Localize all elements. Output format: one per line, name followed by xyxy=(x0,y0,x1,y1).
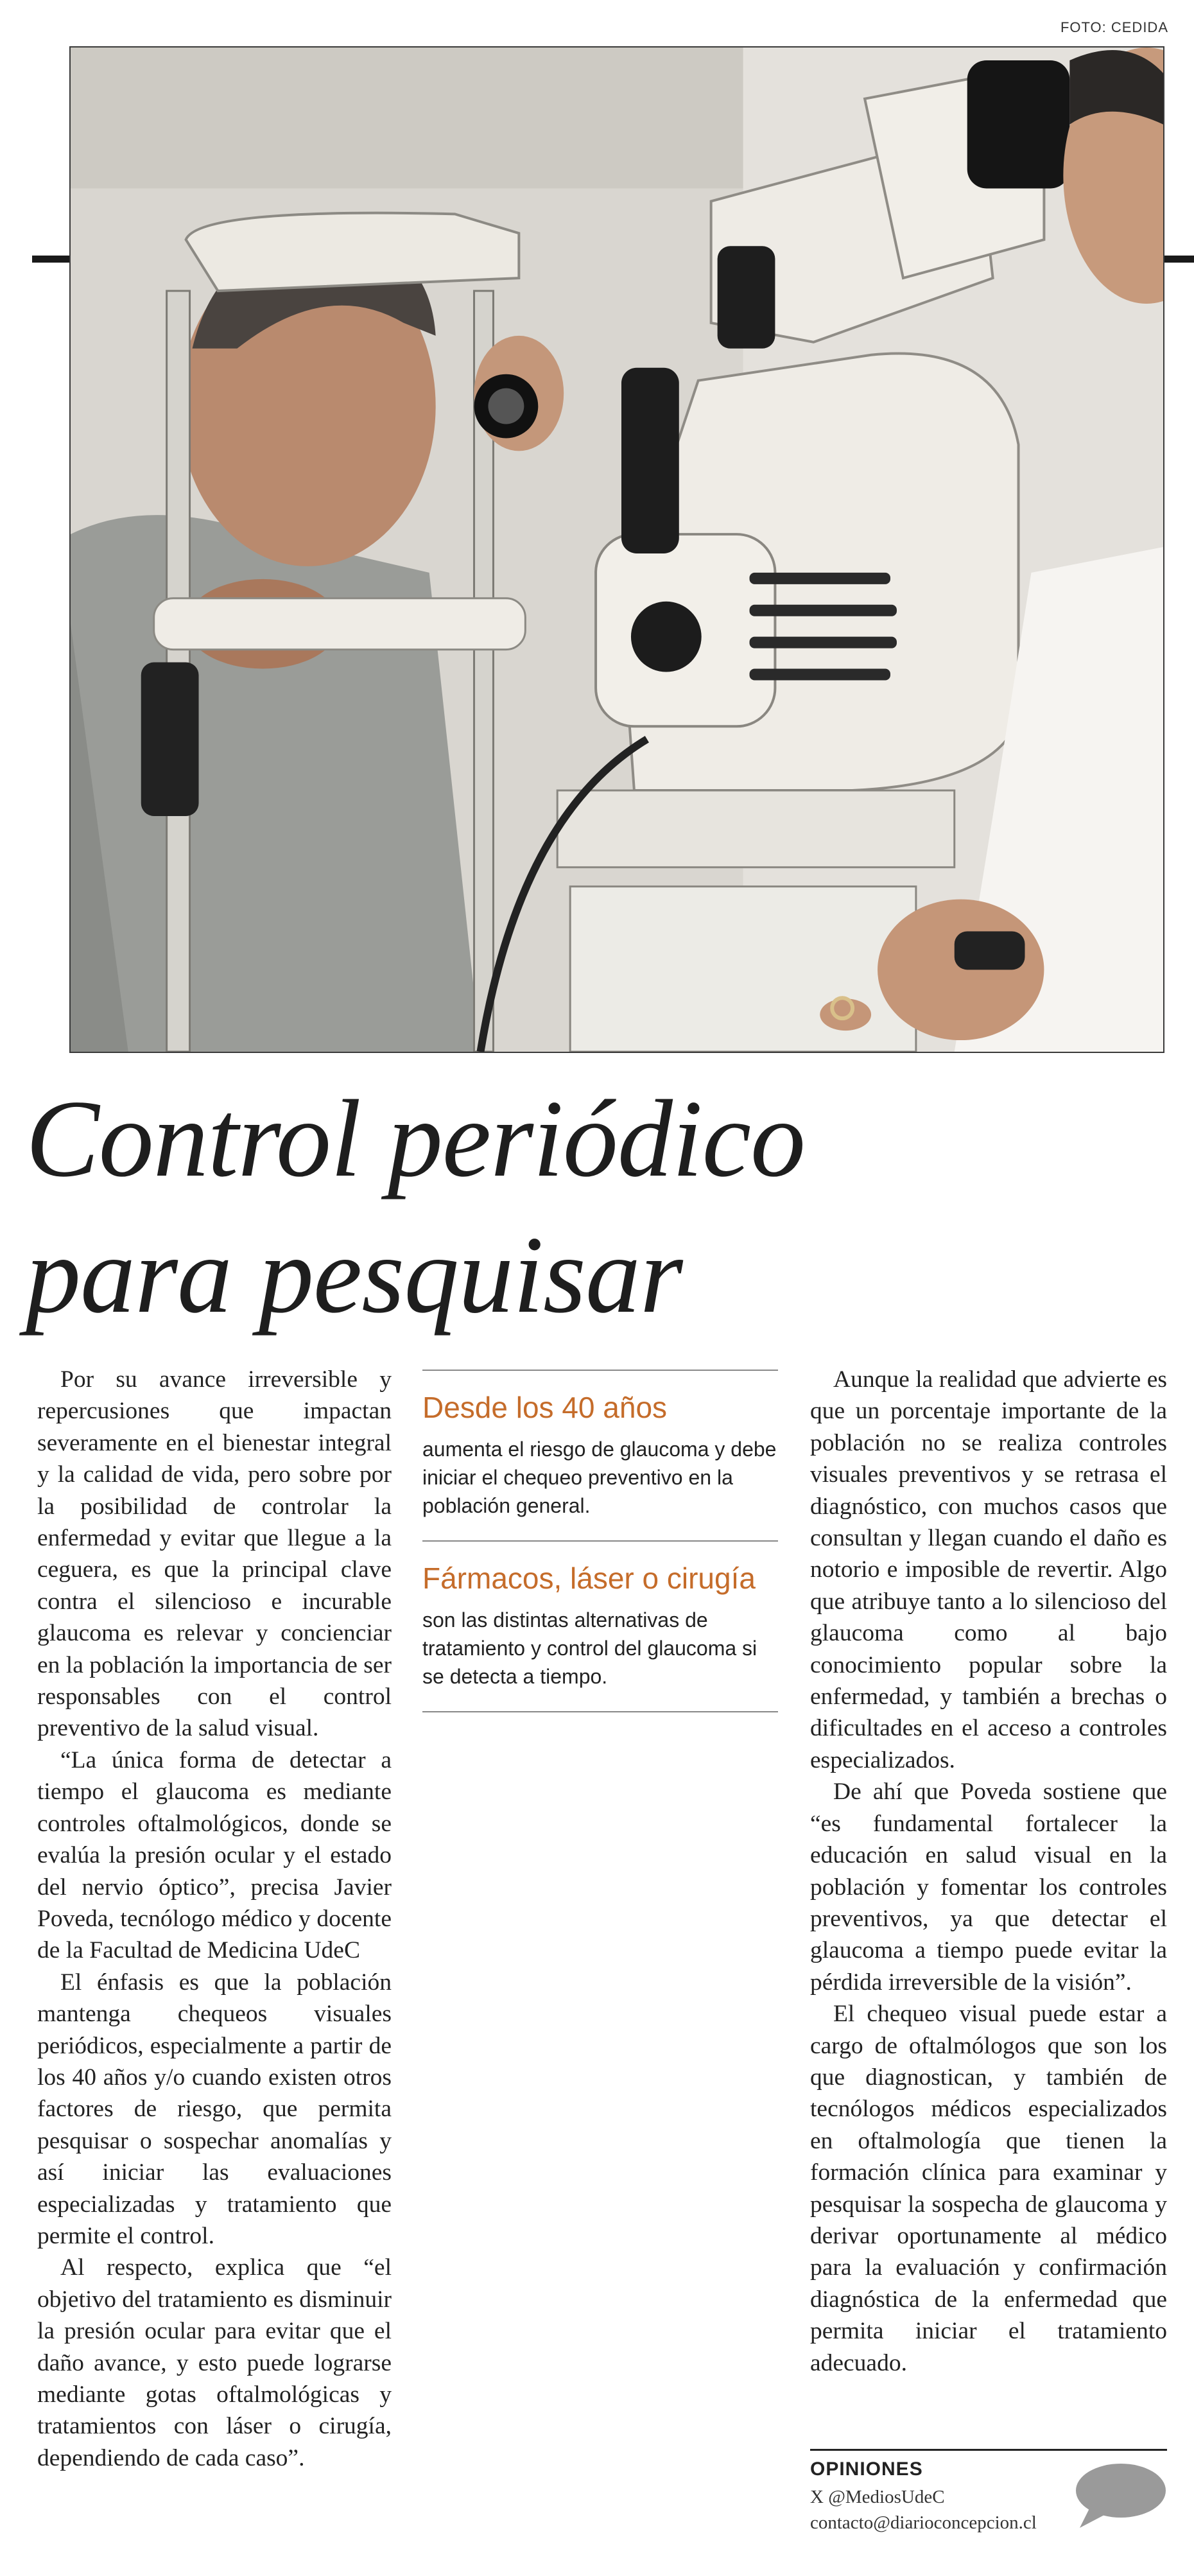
photo-illustration xyxy=(71,48,1163,1052)
divider xyxy=(422,1711,778,1712)
article-column-left xyxy=(37,1364,392,2474)
body-paragraph: Por su avance irreversible y repercusiones que impactan severamente en el bienestar integral y la calidad de vida, pero sobre por la posibilidad de controlar la enfermedad y evitar que llegue a la ceguera, es que la principal clave contra el silencioso e incurable glaucoma es relevar y concienciar en la población la importancia de ser responsables con el control preventivo de la salud visual. xyxy=(37,1366,392,1742)
headline-line-2: para pesquisar xyxy=(26,1214,682,1336)
decorative-rule-left xyxy=(32,256,69,263)
headline-line-1: Control periódico xyxy=(26,1078,806,1200)
highlight-text: aumenta el riesgo de glaucoma y debe iniciar el chequeo preventivo en la población general. xyxy=(422,1438,777,1517)
article-photo xyxy=(69,46,1164,1053)
opinions-box xyxy=(810,2449,1167,2547)
highlight-text: son las distintas alternativas de tratamiento y control del glaucoma si se detecta a tiempo. xyxy=(422,1608,757,1688)
highlight-box xyxy=(422,1542,778,1711)
body-paragraph: “La única forma de detectar a tiempo el glaucoma es mediante controles oftalmológicos, donde se evalúa la presión ocular y el estado del nervio óptico”, precisa Javier Poveda, tecnólogo médico y docente de la Facultad de Medicina UdeC xyxy=(37,1746,392,1964)
highlight-title: Fármacos, láser o cirugía xyxy=(422,1562,756,1595)
article-column-right xyxy=(810,1364,1167,2379)
headline xyxy=(26,1071,1168,1343)
body-paragraph: El chequeo visual puede estar a cargo de oftalmólogos que son los que diagnostican, y también de tecnólogos médicos especializados en oftalmología que tienen la formación clínica para examinar y pesquisar la sospecha de glaucoma y derivar oportunamente al médico para la evaluación y confirmación diagnóstica de la enfermedad que permita iniciar el tratamiento adecuado. xyxy=(810,2001,1167,2376)
body-paragraph: El énfasis es que la población mantenga chequeos visuales periódicos, especialmente a partir de los 40 años y/o cuando existen otros factores de riesgo, que permita pesquisar o sospechar anomalías y así iniciar las evaluaciones especializadas y tratamiento que permite el control. xyxy=(37,1969,392,2249)
speech-bubble-icon xyxy=(1071,2461,1167,2532)
body-paragraph: Aunque la realidad que advierte es que un porcentaje importante de la población no se realiza controles visuales preventivos y se retrasa el diagnóstico, con muchos casos que consultan y llegan cuando el daño es notorio e imposible de revertir. Algo que atribuye tanto a lo silencioso del glaucoma como al bajo conocimiento popular sobre la enfermedad, y también a brechas o dificultades en el acceso a controles especializados. xyxy=(810,1366,1167,1773)
decorative-rule-right xyxy=(1162,256,1194,263)
highlight-title: Desde los 40 años xyxy=(422,1391,668,1424)
opinions-title: OPINIONES xyxy=(810,2459,923,2480)
opinions-social-link[interactable]: X @MediosUdeC xyxy=(810,2487,945,2507)
opinions-email-link[interactable]: contacto@diarioconcepcion.cl xyxy=(810,2512,1037,2533)
highlights-column xyxy=(422,1370,778,1712)
body-paragraph: Al respecto, explica que “el objetivo del tratamiento es disminuir la presión ocular para evitar que el daño avance, y esto puede lograrse mediante gotas oftalmológicas y tratamientos con láser o cirugía, dependiendo de cada caso”. xyxy=(37,2254,392,2471)
photo-credit: FOTO: CEDIDA xyxy=(1060,19,1168,35)
body-paragraph: De ahí que Poveda sostiene que “es fundamental fortalecer la educación en salud visual en la población y fomentar los controles preventivos, ya que detectar el glaucoma a tiempo puede evitar la pérdida irreversible de la visión”. xyxy=(810,1779,1167,1996)
highlight-box xyxy=(422,1371,778,1540)
